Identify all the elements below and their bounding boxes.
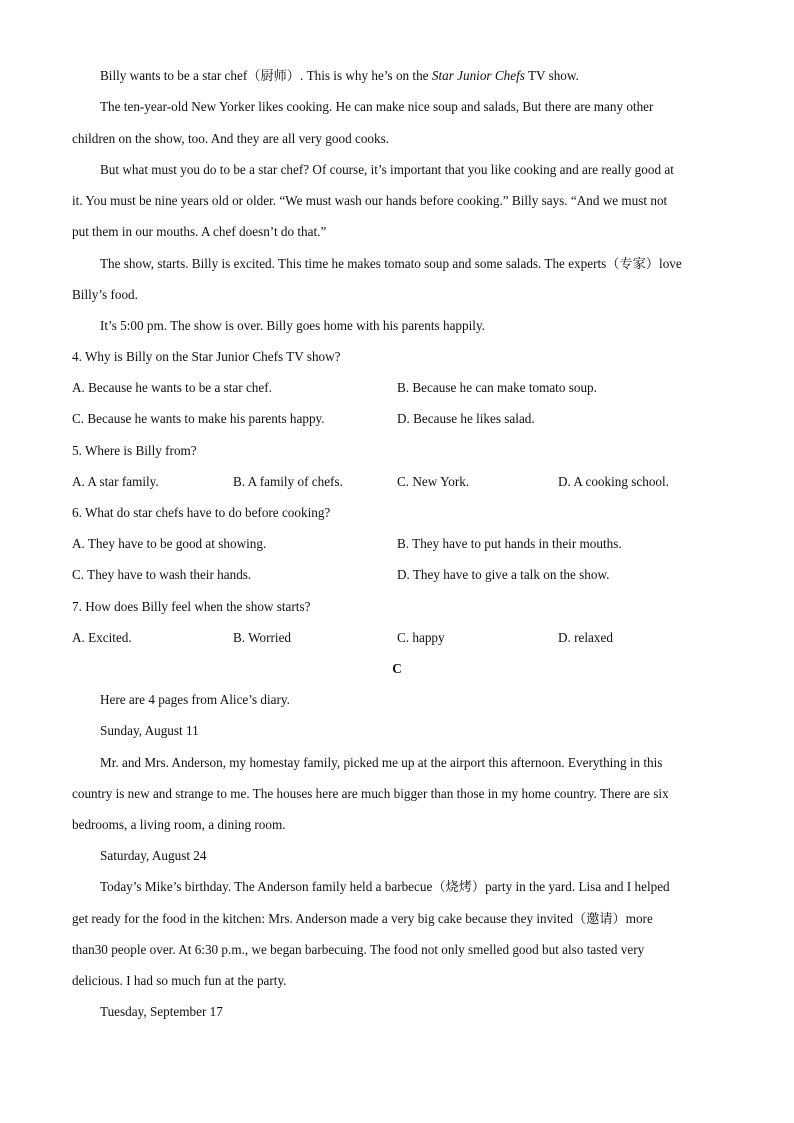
passage-b-paragraph-2-line-2: children on the show, too. And they are all very good cooks. (72, 131, 390, 146)
answer-option: C. happy (397, 630, 445, 645)
section-heading: C (392, 661, 402, 676)
passage-b-paragraph-3-line-2: it. You must be nine years old or older. “We must wash our hands before cooking.” Billy says. “And we must not (72, 193, 668, 208)
section-intro: Here are 4 pages from Alice’s diary. (100, 692, 290, 707)
passage-b-paragraph-3-line-3: put them in our mouths. A chef doesn’t do that.” (72, 224, 327, 239)
answer-option: B. Because he can make tomato soup. (397, 380, 597, 395)
answer-option: C. They have to wash their hands. (72, 567, 252, 582)
diary-entry-line: than30 people over. At 6:30 p.m., we began barbecuing. The food not only smelled good but also tasted very (72, 942, 645, 957)
diary-entry-line: bedrooms, a living room, a dining room. (72, 817, 286, 832)
answer-option: C. New York. (397, 474, 470, 489)
answer-option: C. Because he wants to make his parents happy. (72, 411, 325, 426)
question-stem: 5. Where is Billy from? (72, 443, 197, 458)
answer-option: A. Because he wants to be a star chef. (72, 380, 272, 395)
diary-entry-line: get ready for the food in the kitchen: Mrs. Anderson made a very big cake because they invited（邀请）more (72, 911, 653, 926)
question-stem: 4. Why is Billy on the Star Junior Chefs TV show? (72, 349, 341, 364)
passage-b-paragraph-1 (100, 68, 579, 84)
text-segment: Billy wants to be a star chef（厨师）. This is why he’s on the (100, 68, 432, 83)
diary-entry-line: delicious. I had so much fun at the party. (72, 973, 287, 988)
answer-option: B. Worried (233, 630, 292, 645)
answer-option: B. A family of chefs. (233, 474, 343, 489)
answer-option: B. They have to put hands in their mouths. (397, 536, 622, 551)
passage-b-paragraph-4-line-2: Billy’s food. (72, 287, 138, 302)
passage-b-paragraph-2-line-1: The ten-year-old New Yorker likes cooking. He can make nice soup and salads, But there are many other (100, 99, 654, 114)
answer-option: D. A cooking school. (558, 474, 669, 489)
diary-date: Sunday, August 11 (100, 723, 199, 738)
diary-date: Tuesday, September 17 (100, 1004, 223, 1019)
answer-option: D. They have to give a talk on the show. (397, 567, 610, 582)
question-stem: 7. How does Billy feel when the show starts? (72, 599, 311, 614)
passage-b-paragraph-4-line-1: The show, starts. Billy is excited. This time he makes tomato soup and some salads. The experts（专家）love (100, 256, 682, 271)
passage-b-paragraph-3-line-1: But what must you do to be a star chef? Of course, it’s important that you like cooking and are really good at (100, 162, 674, 177)
show-name: Star Junior Chefs (431, 68, 525, 83)
diary-date: Saturday, August 24 (100, 848, 207, 863)
answer-option: A. A star family. (72, 474, 159, 489)
text-segment: TV show. (524, 68, 579, 83)
answer-option: A. They have to be good at showing. (72, 536, 267, 551)
answer-option: D. Because he likes salad. (397, 411, 535, 426)
diary-entry-line: Today’s Mike’s birthday. The Anderson family held a barbecue（烧烤）party in the yard. Lisa and I helped (100, 879, 670, 894)
answer-option: D. relaxed (558, 630, 613, 645)
answer-option: A. Excited. (72, 630, 132, 645)
diary-entry-line: country is new and strange to me. The houses here are much bigger than those in my home country. There are six (72, 786, 669, 801)
question-stem: 6. What do star chefs have to do before cooking? (72, 505, 331, 520)
diary-entry-line: Mr. and Mrs. Anderson, my homestay family, picked me up at the airport this afternoon. Everything in this (100, 755, 663, 770)
passage-b-paragraph-5: It’s 5:00 pm. The show is over. Billy goes home with his parents happily. (100, 318, 485, 333)
